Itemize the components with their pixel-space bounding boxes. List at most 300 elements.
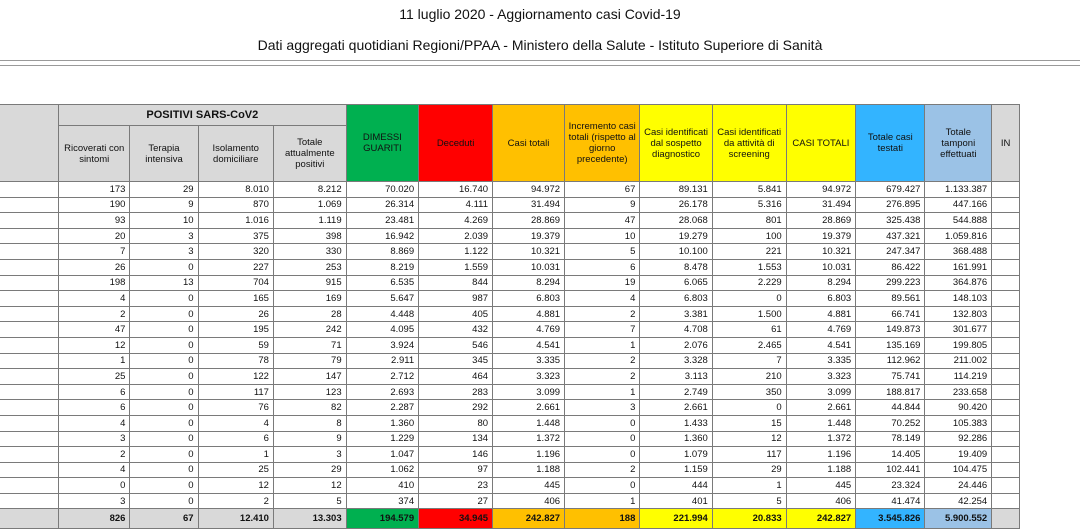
value-cell: 4 — [59, 415, 130, 431]
value-cell: 123 — [273, 384, 346, 400]
value-cell: 227 — [198, 259, 273, 275]
value-cell: 147 — [273, 369, 346, 385]
col-header-terapia: Terapia intensiva — [130, 126, 198, 182]
value-cell: 2.039 — [419, 228, 493, 244]
table-row — [0, 400, 1020, 416]
value-cell: 47 — [59, 322, 130, 338]
value-cell: 2.661 — [493, 400, 565, 416]
value-cell: 19.379 — [493, 228, 565, 244]
value-cell: 134 — [419, 431, 493, 447]
region-cell — [0, 478, 59, 494]
value-cell: 5.900.552 — [925, 509, 992, 529]
value-cell: 165 — [198, 291, 273, 307]
value-cell: 4 — [198, 415, 273, 431]
value-cell: 447.166 — [925, 197, 992, 213]
value-cell: 105.383 — [925, 415, 992, 431]
value-cell: 190 — [59, 197, 130, 213]
value-cell: 3 — [59, 493, 130, 509]
value-cell: 148.103 — [925, 291, 992, 307]
value-cell: 1.372 — [493, 431, 565, 447]
value-cell: 20.833 — [712, 509, 786, 529]
value-cell: 8 — [273, 415, 346, 431]
value-cell: 82 — [273, 400, 346, 416]
value-cell: 5.316 — [712, 197, 786, 213]
value-cell: 114.219 — [925, 369, 992, 385]
value-cell: 2.465 — [712, 337, 786, 353]
value-cell: 1.188 — [493, 462, 565, 478]
value-cell: 5.647 — [346, 291, 419, 307]
value-cell: 1.229 — [346, 431, 419, 447]
value-cell: 0 — [565, 478, 640, 494]
value-cell: 350 — [712, 384, 786, 400]
report-title: 11 luglio 2020 - Aggiornamento casi Covid-19 — [399, 6, 681, 22]
col-header-ricoverati: Ricoverati con sintomi — [59, 126, 130, 182]
value-cell: 0 — [59, 478, 130, 494]
region-cell — [0, 369, 59, 385]
value-cell: 10.031 — [493, 259, 565, 275]
value-cell: 4.881 — [493, 306, 565, 322]
value-cell: 247.347 — [856, 244, 925, 260]
value-cell: 8.010 — [198, 182, 273, 198]
value-cell: 6.803 — [640, 291, 712, 307]
value-cell: 3.381 — [640, 306, 712, 322]
value-cell: 34.945 — [419, 509, 493, 529]
value-cell: 1.047 — [346, 447, 419, 463]
value-cell: 19.409 — [925, 447, 992, 463]
table-row — [0, 197, 1020, 213]
value-cell: 320 — [198, 244, 273, 260]
value-cell: 6.803 — [493, 291, 565, 307]
value-cell: 2.693 — [346, 384, 419, 400]
col-header-testati: Totale casi testati — [856, 105, 925, 182]
value-cell: 1.069 — [273, 197, 346, 213]
value-cell: 7 — [565, 322, 640, 338]
value-cell: 28.869 — [786, 213, 856, 229]
value-cell: 325.438 — [856, 213, 925, 229]
cut-cell — [992, 478, 1020, 494]
value-cell: 1.559 — [419, 259, 493, 275]
value-cell: 12 — [59, 337, 130, 353]
value-cell: 70.020 — [346, 182, 419, 198]
value-cell: 221.994 — [640, 509, 712, 529]
value-cell: 19 — [565, 275, 640, 291]
value-cell: 61 — [712, 322, 786, 338]
table-row — [0, 384, 1020, 400]
col-header-dimessi: DIMESSI GUARITI — [346, 105, 419, 182]
value-cell: 10.321 — [493, 244, 565, 260]
value-cell: 169 — [273, 291, 346, 307]
value-cell: 23.324 — [856, 478, 925, 494]
region-cell — [0, 384, 59, 400]
value-cell: 283 — [419, 384, 493, 400]
value-cell: 19.279 — [640, 228, 712, 244]
value-cell: 0 — [565, 415, 640, 431]
value-cell: 4.769 — [493, 322, 565, 338]
value-cell: 406 — [786, 493, 856, 509]
value-cell: 12 — [198, 478, 273, 494]
value-cell: 7 — [712, 353, 786, 369]
value-cell: 3.924 — [346, 337, 419, 353]
value-cell: 97 — [419, 462, 493, 478]
col-header-cut: IN — [992, 105, 1020, 182]
value-cell: 4 — [59, 291, 130, 307]
region-cell — [0, 244, 59, 260]
value-cell: 76 — [198, 400, 273, 416]
value-cell: 3.323 — [786, 369, 856, 385]
value-cell: 406 — [493, 493, 565, 509]
value-cell: 2.749 — [640, 384, 712, 400]
cut-cell — [992, 415, 1020, 431]
value-cell: 253 — [273, 259, 346, 275]
value-cell: 292 — [419, 400, 493, 416]
value-cell: 368.488 — [925, 244, 992, 260]
region-cell — [0, 509, 59, 529]
value-cell: 71 — [273, 337, 346, 353]
value-cell: 211.002 — [925, 353, 992, 369]
value-cell: 100 — [712, 228, 786, 244]
value-cell: 1 — [712, 478, 786, 494]
value-cell: 4.769 — [786, 322, 856, 338]
value-cell: 13.303 — [273, 509, 346, 529]
value-cell: 844 — [419, 275, 493, 291]
value-cell: 9 — [273, 431, 346, 447]
value-cell: 2 — [565, 353, 640, 369]
value-cell: 826 — [59, 509, 130, 529]
cut-cell — [992, 462, 1020, 478]
value-cell: 1.059.816 — [925, 228, 992, 244]
value-cell: 2.661 — [640, 400, 712, 416]
value-cell: 1 — [565, 493, 640, 509]
value-cell: 188.817 — [856, 384, 925, 400]
value-cell: 3.099 — [493, 384, 565, 400]
value-cell: 210 — [712, 369, 786, 385]
value-cell: 1.133.387 — [925, 182, 992, 198]
value-cell: 8.294 — [786, 275, 856, 291]
region-column-header — [0, 105, 59, 182]
value-cell: 4.541 — [493, 337, 565, 353]
value-cell: 6 — [565, 259, 640, 275]
value-cell: 437.321 — [856, 228, 925, 244]
table-row — [0, 182, 1020, 198]
value-cell: 16.740 — [419, 182, 493, 198]
divider — [0, 60, 1080, 61]
value-cell: 1.553 — [712, 259, 786, 275]
value-cell: 198 — [59, 275, 130, 291]
value-cell: 67 — [565, 182, 640, 198]
value-cell: 1.196 — [493, 447, 565, 463]
value-cell: 26.178 — [640, 197, 712, 213]
value-cell: 1.500 — [712, 306, 786, 322]
value-cell: 2 — [198, 493, 273, 509]
value-cell: 26 — [198, 306, 273, 322]
value-cell: 24.446 — [925, 478, 992, 494]
value-cell: 4 — [565, 291, 640, 307]
cut-cell — [992, 384, 1020, 400]
report-subtitle: Dati aggregati quotidiani Regioni/PPAA - Ministero della Salute - Istituto Superiore di Sanità — [257, 37, 823, 53]
value-cell: 12.410 — [198, 509, 273, 529]
value-cell: 14.405 — [856, 447, 925, 463]
value-cell: 94.972 — [786, 182, 856, 198]
region-cell — [0, 337, 59, 353]
value-cell: 1.448 — [493, 415, 565, 431]
value-cell: 31.494 — [493, 197, 565, 213]
value-cell: 195 — [198, 322, 273, 338]
value-cell: 0 — [130, 306, 198, 322]
value-cell: 299.223 — [856, 275, 925, 291]
value-cell: 242.827 — [786, 509, 856, 529]
value-cell: 0 — [565, 447, 640, 463]
value-cell: 2.911 — [346, 353, 419, 369]
value-cell: 364.876 — [925, 275, 992, 291]
value-cell: 3 — [565, 400, 640, 416]
region-cell — [0, 415, 59, 431]
value-cell: 0 — [130, 369, 198, 385]
value-cell: 173 — [59, 182, 130, 198]
table-row — [0, 291, 1020, 307]
value-cell: 0 — [712, 291, 786, 307]
value-cell: 23 — [419, 478, 493, 494]
value-cell: 10.100 — [640, 244, 712, 260]
value-cell: 94.972 — [493, 182, 565, 198]
value-cell: 104.475 — [925, 462, 992, 478]
value-cell: 122 — [198, 369, 273, 385]
value-cell: 2.712 — [346, 369, 419, 385]
value-cell: 13 — [130, 275, 198, 291]
value-cell: 398 — [273, 228, 346, 244]
value-cell: 4.448 — [346, 306, 419, 322]
value-cell: 2 — [565, 369, 640, 385]
region-cell — [0, 213, 59, 229]
value-cell: 161.991 — [925, 259, 992, 275]
value-cell: 4.269 — [419, 213, 493, 229]
value-cell: 1.196 — [786, 447, 856, 463]
value-cell: 3 — [273, 447, 346, 463]
col-header-screening: Casi identificati da attività di screening — [712, 105, 786, 182]
value-cell: 4.881 — [786, 306, 856, 322]
value-cell: 0 — [130, 493, 198, 509]
table-row — [0, 478, 1020, 494]
value-cell: 0 — [130, 259, 198, 275]
value-cell: 86.422 — [856, 259, 925, 275]
region-cell — [0, 306, 59, 322]
value-cell: 15 — [712, 415, 786, 431]
value-cell: 1.016 — [198, 213, 273, 229]
value-cell: 78 — [198, 353, 273, 369]
col-header-isolamento: Isolamento domiciliare — [198, 126, 273, 182]
value-cell: 1 — [565, 337, 640, 353]
table-row — [0, 462, 1020, 478]
value-cell: 0 — [130, 447, 198, 463]
value-cell: 464 — [419, 369, 493, 385]
value-cell: 1.122 — [419, 244, 493, 260]
value-cell: 3 — [59, 431, 130, 447]
value-cell: 23.481 — [346, 213, 419, 229]
value-cell: 70.252 — [856, 415, 925, 431]
value-cell: 41.474 — [856, 493, 925, 509]
value-cell: 0 — [130, 322, 198, 338]
value-cell: 3.323 — [493, 369, 565, 385]
value-cell: 79 — [273, 353, 346, 369]
value-cell: 93 — [59, 213, 130, 229]
col-header-sospetto: Casi identificati dal sospetto diagnostico — [640, 105, 712, 182]
value-cell: 10 — [565, 228, 640, 244]
value-cell: 1 — [198, 447, 273, 463]
value-cell: 89.131 — [640, 182, 712, 198]
region-cell — [0, 259, 59, 275]
value-cell: 6.803 — [786, 291, 856, 307]
value-cell: 0 — [130, 337, 198, 353]
value-cell: 5 — [565, 244, 640, 260]
value-cell: 544.888 — [925, 213, 992, 229]
col-header-casi-totali: Casi totali — [493, 105, 565, 182]
value-cell: 9 — [565, 197, 640, 213]
value-cell: 870 — [198, 197, 273, 213]
value-cell: 75.741 — [856, 369, 925, 385]
value-cell: 67 — [130, 509, 198, 529]
table-row — [0, 306, 1020, 322]
region-cell — [0, 182, 59, 198]
table-row — [0, 275, 1020, 291]
value-cell: 6 — [59, 384, 130, 400]
value-cell: 0 — [130, 478, 198, 494]
value-cell: 27 — [419, 493, 493, 509]
value-cell: 2 — [59, 447, 130, 463]
region-cell — [0, 462, 59, 478]
region-cell — [0, 431, 59, 447]
table-row — [0, 369, 1020, 385]
value-cell: 3.545.826 — [856, 509, 925, 529]
value-cell: 92.286 — [925, 431, 992, 447]
value-cell: 1.062 — [346, 462, 419, 478]
region-cell — [0, 400, 59, 416]
value-cell: 29 — [130, 182, 198, 198]
region-cell — [0, 197, 59, 213]
value-cell: 149.873 — [856, 322, 925, 338]
value-cell: 4.708 — [640, 322, 712, 338]
value-cell: 3 — [130, 244, 198, 260]
value-cell: 31.494 — [786, 197, 856, 213]
cut-cell — [992, 182, 1020, 198]
value-cell: 4.111 — [419, 197, 493, 213]
value-cell: 10.321 — [786, 244, 856, 260]
value-cell: 276.895 — [856, 197, 925, 213]
value-cell: 445 — [493, 478, 565, 494]
value-cell: 410 — [346, 478, 419, 494]
value-cell: 132.803 — [925, 306, 992, 322]
table-row — [0, 431, 1020, 447]
value-cell: 10 — [130, 213, 198, 229]
value-cell: 117 — [198, 384, 273, 400]
value-cell: 444 — [640, 478, 712, 494]
positive-group-header: POSITIVI SARS-CoV2 — [59, 105, 347, 126]
cut-cell — [992, 259, 1020, 275]
value-cell: 78.149 — [856, 431, 925, 447]
value-cell: 3.113 — [640, 369, 712, 385]
table-row — [0, 213, 1020, 229]
value-cell: 233.658 — [925, 384, 992, 400]
value-cell: 8.212 — [273, 182, 346, 198]
value-cell: 1.448 — [786, 415, 856, 431]
value-cell: 704 — [198, 275, 273, 291]
value-cell: 0 — [130, 400, 198, 416]
value-cell: 2 — [565, 306, 640, 322]
value-cell: 8.478 — [640, 259, 712, 275]
region-cell — [0, 275, 59, 291]
cut-cell — [992, 322, 1020, 338]
value-cell: 1.360 — [640, 431, 712, 447]
value-cell: 987 — [419, 291, 493, 307]
value-cell: 801 — [712, 213, 786, 229]
value-cell: 0 — [565, 431, 640, 447]
value-cell: 6 — [198, 431, 273, 447]
value-cell: 9 — [130, 197, 198, 213]
total-row — [0, 509, 1020, 529]
value-cell: 242 — [273, 322, 346, 338]
value-cell: 3 — [130, 228, 198, 244]
value-cell: 16.942 — [346, 228, 419, 244]
value-cell: 1.360 — [346, 415, 419, 431]
value-cell: 3.335 — [786, 353, 856, 369]
value-cell: 1 — [565, 384, 640, 400]
value-cell: 90.420 — [925, 400, 992, 416]
value-cell: 89.561 — [856, 291, 925, 307]
value-cell: 7 — [59, 244, 130, 260]
value-cell: 3.335 — [493, 353, 565, 369]
value-cell: 59 — [198, 337, 273, 353]
value-cell: 3.328 — [640, 353, 712, 369]
value-cell: 1.079 — [640, 447, 712, 463]
value-cell: 0 — [130, 384, 198, 400]
cut-cell — [992, 369, 1020, 385]
region-cell — [0, 353, 59, 369]
value-cell: 915 — [273, 275, 346, 291]
value-cell: 102.441 — [856, 462, 925, 478]
value-cell: 0 — [130, 415, 198, 431]
value-cell: 146 — [419, 447, 493, 463]
cut-cell — [992, 244, 1020, 260]
value-cell: 28 — [273, 306, 346, 322]
value-cell: 1.188 — [786, 462, 856, 478]
cut-cell — [992, 213, 1020, 229]
cut-cell — [992, 509, 1020, 529]
value-cell: 26.314 — [346, 197, 419, 213]
value-cell: 0 — [712, 400, 786, 416]
divider — [0, 65, 1080, 66]
value-cell: 401 — [640, 493, 712, 509]
value-cell: 44.844 — [856, 400, 925, 416]
table-row — [0, 259, 1020, 275]
cut-cell — [992, 400, 1020, 416]
value-cell: 6 — [59, 400, 130, 416]
table-row — [0, 337, 1020, 353]
table-row — [0, 493, 1020, 509]
table-row — [0, 228, 1020, 244]
value-cell: 4.541 — [786, 337, 856, 353]
value-cell: 25 — [59, 369, 130, 385]
region-cell — [0, 493, 59, 509]
value-cell: 0 — [130, 291, 198, 307]
value-cell: 66.741 — [856, 306, 925, 322]
col-header-incremento: Incremento casi totali (rispetto al giorno precedente) — [565, 105, 640, 182]
cut-cell — [992, 228, 1020, 244]
value-cell: 1.159 — [640, 462, 712, 478]
value-cell: 4.095 — [346, 322, 419, 338]
value-cell: 28.869 — [493, 213, 565, 229]
cut-cell — [992, 493, 1020, 509]
value-cell: 26 — [59, 259, 130, 275]
cut-cell — [992, 291, 1020, 307]
value-cell: 12 — [712, 431, 786, 447]
